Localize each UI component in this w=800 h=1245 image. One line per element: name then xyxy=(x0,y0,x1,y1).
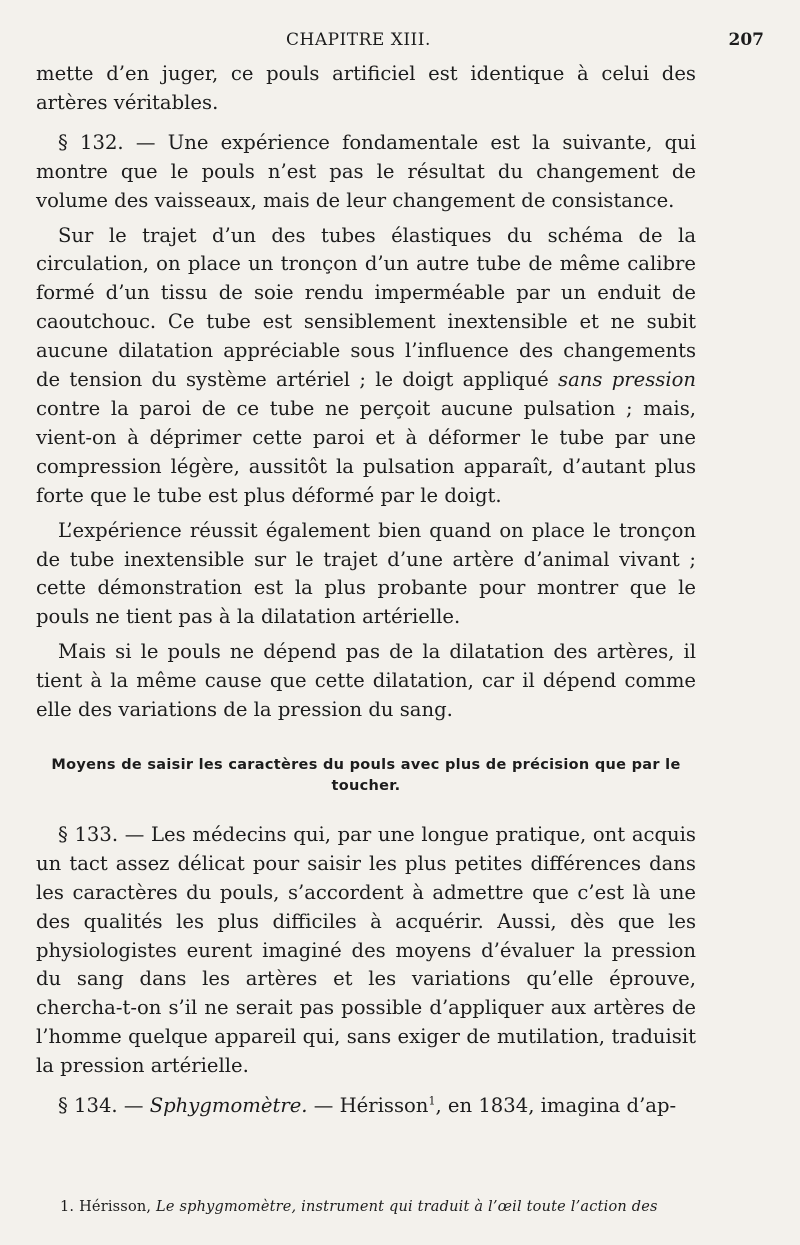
paragraph-133: § 133. — Les médecins qui, par une longue pratique, ont acquis un tact assez délicat pour saisir les plus petites différences dans les caractères du pouls, s’accordent à admettre que c’est là une des qualités les plus difficiles à acquérir. Aussi, dès que les physiologistes eurent imaginé des moyens d’évaluer la pression du sang dans les artères et les variations qu’elle éprouve, chercha-t-on s’il ne serait pas possible d’appliquer aux artères de l’homme quelque appareil qui, sans exiger de mutilation, traduisit la pression artérielle. xyxy=(36,822,696,1078)
footnote-number: 1. xyxy=(60,1199,75,1215)
footnote xyxy=(60,1197,700,1217)
paragraph-134-start: § 134. — xyxy=(58,1094,144,1118)
paragraph-continuation: mette d’en juger, ce pouls artificiel est identique à celui des artères véritables. xyxy=(36,62,696,114)
main-text xyxy=(36,60,696,1121)
running-header xyxy=(36,30,764,52)
paragraph-132: § 132. — Une expérience fondamentale est la suivante, qui montre que le pouls n’est pas le résultat du changement de volume des vaisseaux, mais de leur changement de consistance. xyxy=(36,130,696,212)
paragraph-134-title: Sphygmomètre. xyxy=(149,1094,308,1118)
italic-sans-pression: sans pression xyxy=(558,368,697,392)
paragraph-134-dash: — Hérisson xyxy=(313,1094,429,1118)
footnote-reference: 1 xyxy=(428,1094,436,1108)
section-title: Moyens de saisir les caractères du pouls avec plus de précision que par le toucher. xyxy=(51,756,681,794)
paragraph-schema-text-b: contre la paroi de ce tube ne perçoit aucune pulsation ; mais, vient-on à déprimer cette paroi et à déformer le tube par une compression légère, aussitôt la pulsation apparaît, d’autant plus forte que le tube est plus déformé par le doigt. xyxy=(36,396,696,507)
paragraph-pression: Mais si le pouls ne dépend pas de la dilatation des artères, il tient à la même cause que cette dilatation, car il dépend comme elle des variations de la pression du sang. xyxy=(36,640,696,722)
footnote-author: Hérisson, xyxy=(79,1199,152,1215)
page-number: 207 xyxy=(728,30,764,50)
footnote-text: Le sphygmomètre, instrument qui traduit à l’œil toute l’action des xyxy=(156,1199,658,1215)
paragraph-schema xyxy=(36,222,696,511)
chapter-heading: CHAPITRE XIII. xyxy=(286,30,431,50)
paragraph-experience: L’expérience réussit également bien quand on place le tronçon de tube inextensible sur le trajet d’une artère d’animal vivant ; cette démonstration est la plus probante pour montrer que le pouls ne tient pas à la dilatation artérielle. xyxy=(36,518,696,629)
paragraph-schema-text-a: Sur le trajet d’un des tubes élastiques du schéma de la circulation, on place un tronçon d’un autre tube de même calibre formé d’un tissu de soie rendu imperméable par un enduit de caoutchouc. Ce tube est sensiblement inextensible et ne subit aucune dilatation appréciable sous l’influence des changements de tension du système artériel ; le doigt appliqué xyxy=(36,223,696,392)
paragraph-134-rest: , en 1834, imagina d’ap- xyxy=(435,1094,677,1118)
paragraph-134 xyxy=(36,1092,696,1121)
